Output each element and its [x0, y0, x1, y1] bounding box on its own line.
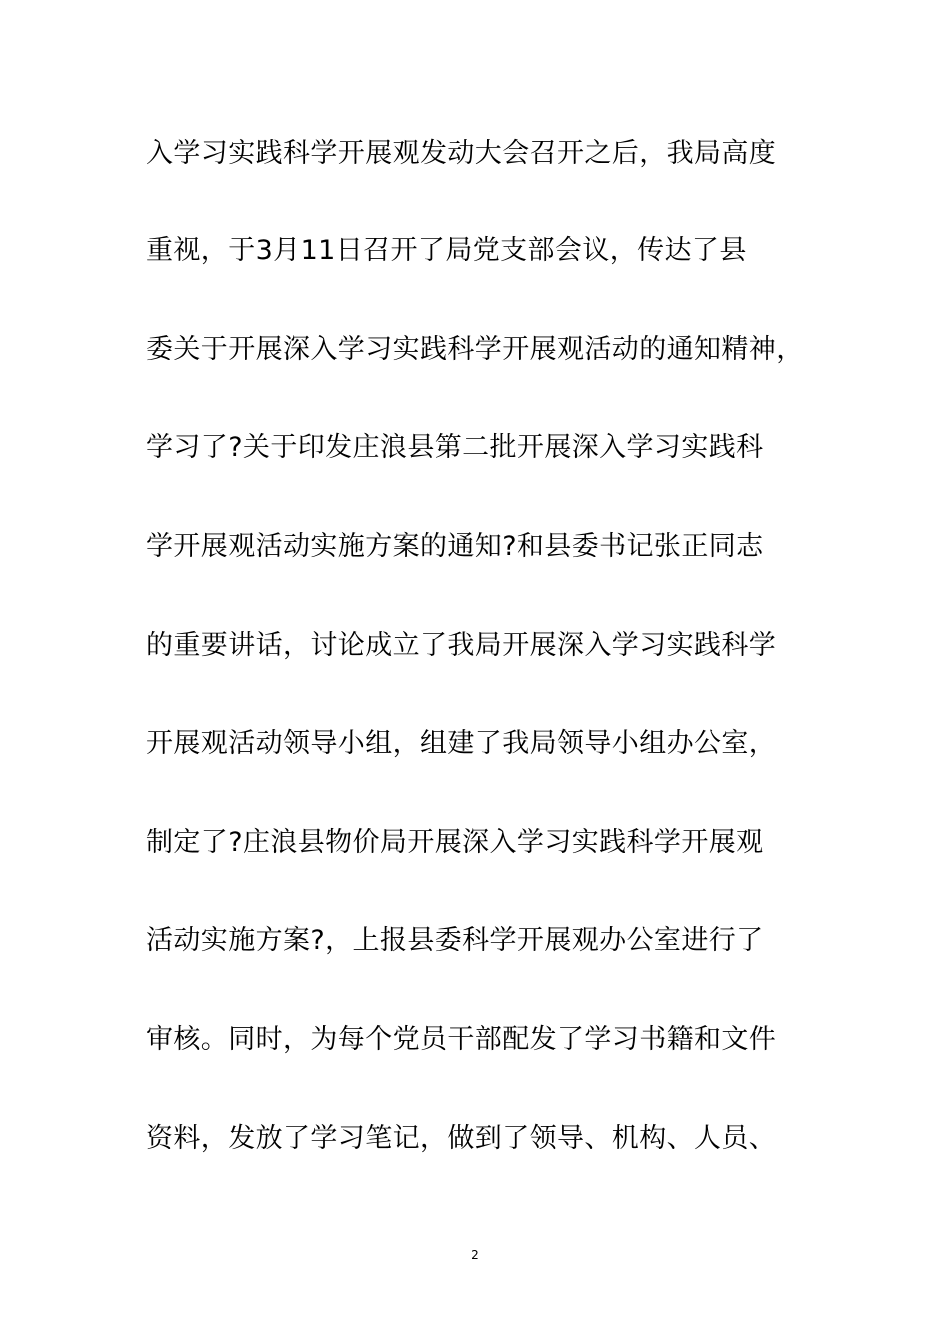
body-text-line: 入学习实践科学开展观发动大会召开之后，我局高度 — [146, 138, 777, 169]
body-text-line: 审核。同时，为每个党员干部配发了学习书籍和文件 — [146, 1024, 777, 1055]
body-text-line: 资料，发放了学习笔记，做到了领导、机构、人员、 — [146, 1123, 777, 1154]
body-text-line: 开展观活动领导小组，组建了我局领导小组办公室， — [146, 728, 777, 759]
body-text-line: 制定了?庄浪县物价局开展深入学习实践科学开展观 — [146, 827, 764, 858]
body-text-line: 委关于开展深入学习实践科学开展观活动的通知精神， — [146, 334, 804, 365]
body-text-line: 学开展观活动实施方案的通知?和县委书记张正同志 — [146, 531, 764, 562]
body-text-line: 的重要讲话，讨论成立了我局开展深入学习实践科学 — [146, 630, 777, 661]
page-number: 2 — [471, 1248, 479, 1262]
body-text-line: 学习了?关于印发庄浪县第二批开展深入学习实践科 — [146, 432, 764, 463]
body-text-line: 活动实施方案?，上报县委科学开展观办公室进行了 — [146, 925, 764, 956]
body-text-line: 重视，于3月11日召开了局党支部会议，传达了县 — [146, 235, 747, 266]
